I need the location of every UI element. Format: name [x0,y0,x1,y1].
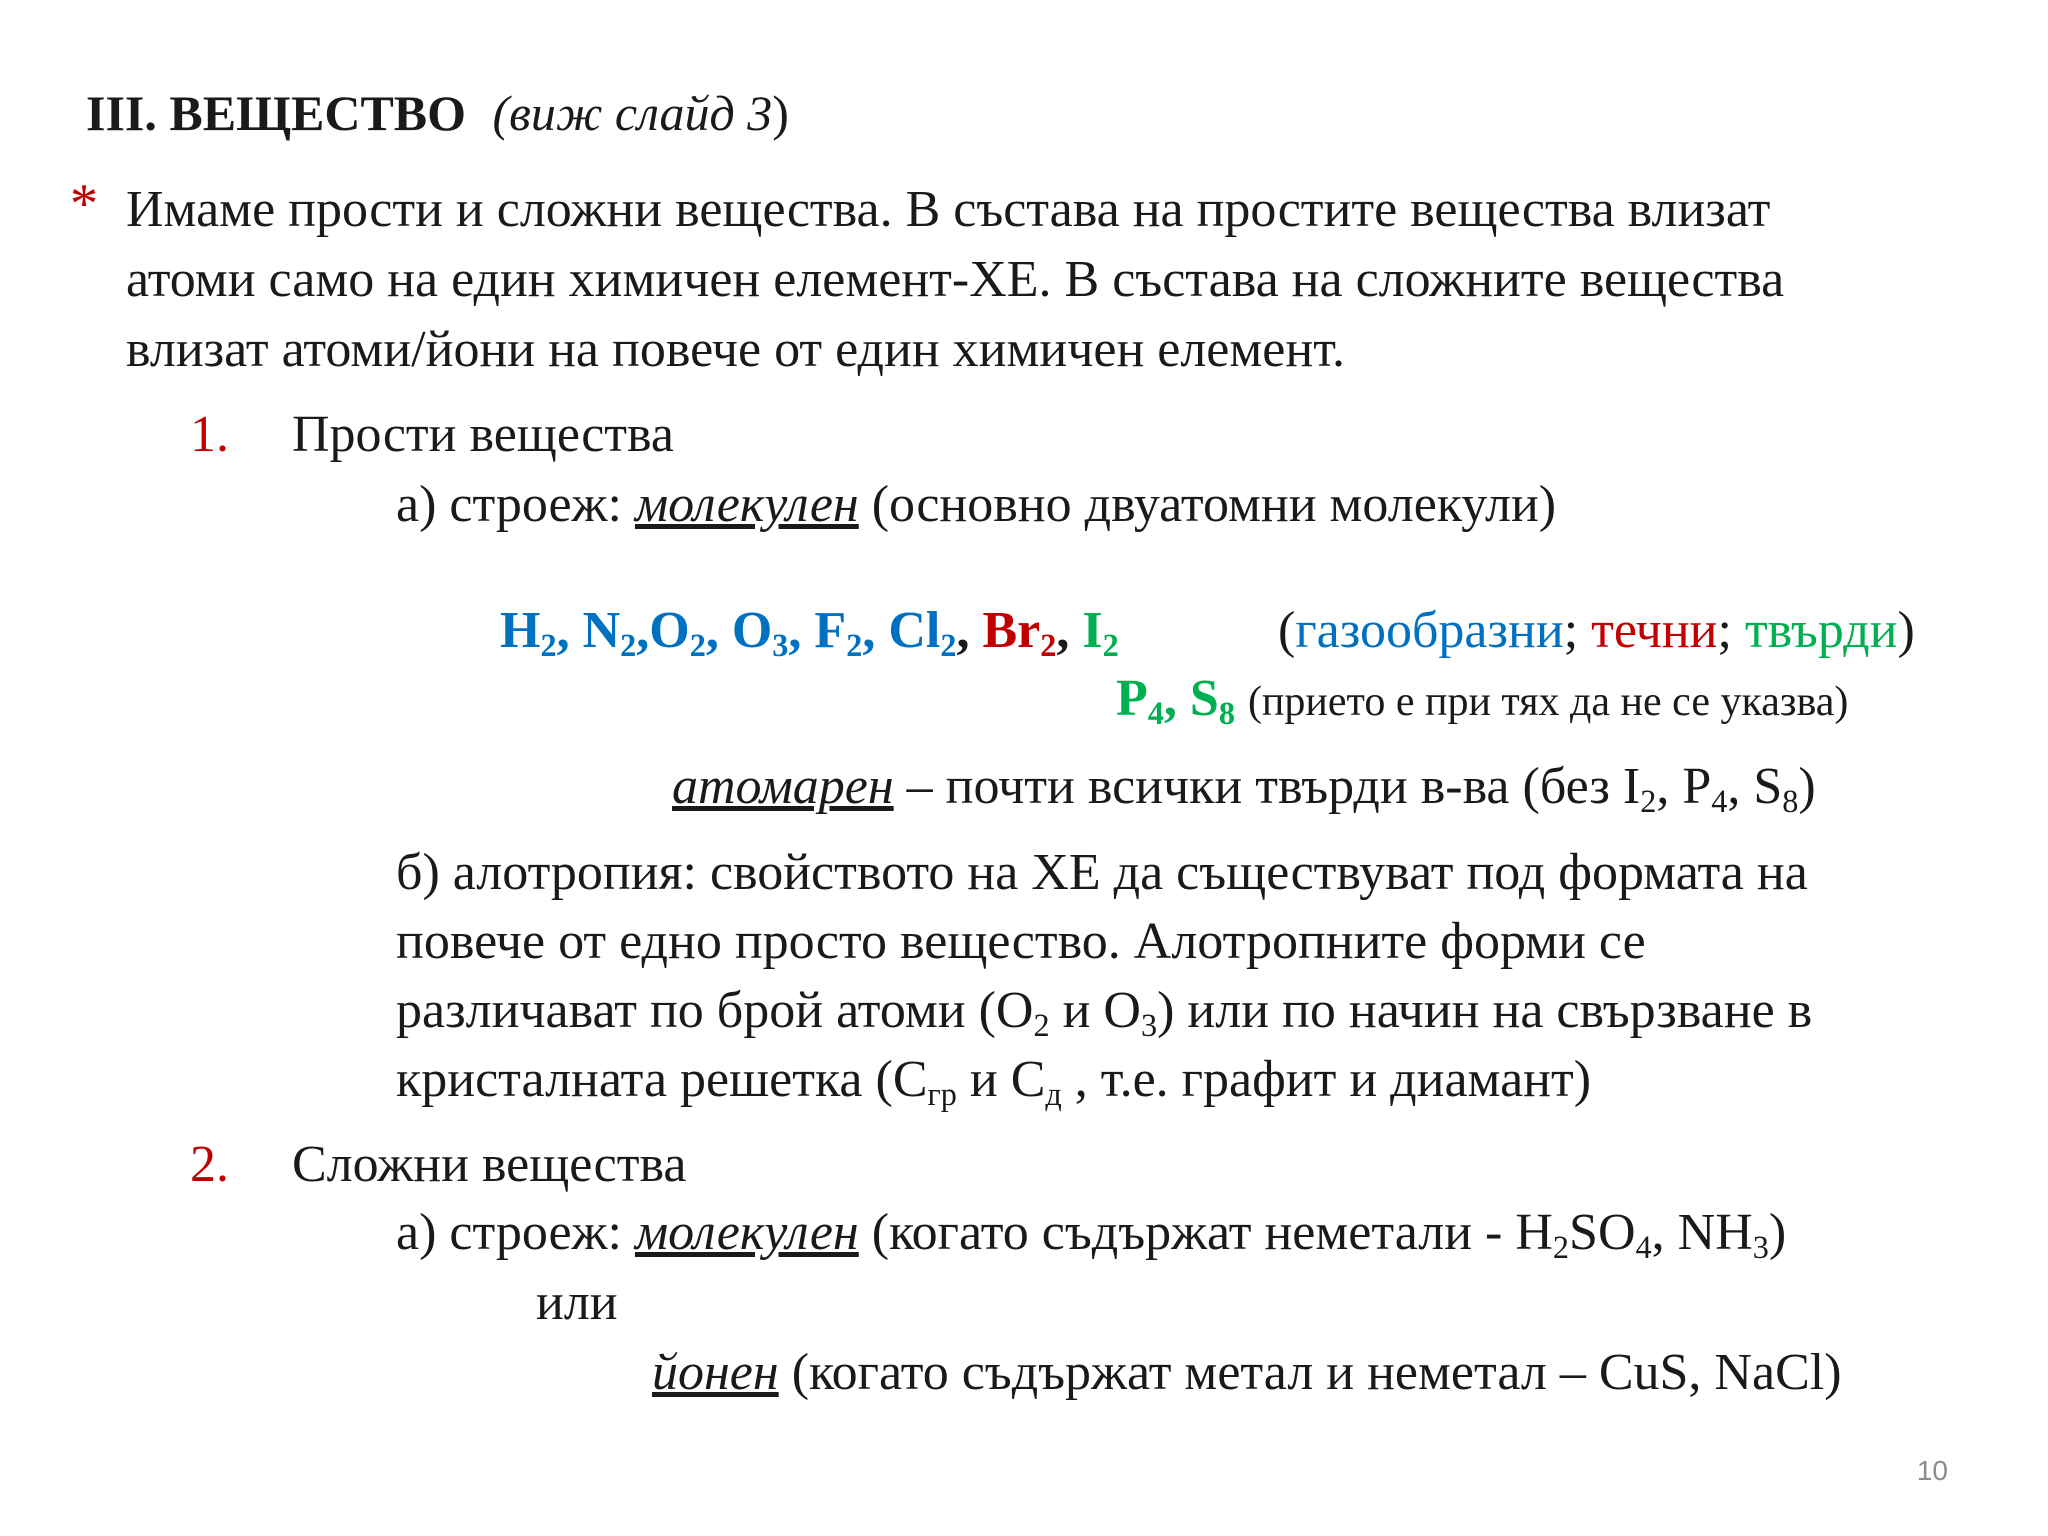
allotropy-line-3: различават по брой атоми ($O_2$ и $O_3$) или по начин на свързване в [396,982,1813,1044]
simple-formulas: $H_2$, $N_2,O_2$, $O_3$, $F_2$, $Cl_2$, $Br_2$, $I_2$ [500,602,1119,664]
title-close: ) [772,85,789,141]
section1-structure [396,470,1556,540]
section2-or: или [536,1274,618,1331]
page-number: 10 [1916,1455,1948,1486]
page-title [86,84,789,142]
atomic-structure: атомарен – почти всички твърди в-ва (без $I_2$, $P_4$, $S_8$) [672,758,1816,820]
formula-liquid: $Br_2$ [982,602,1057,664]
allotropy-line-2: повече от едно просто вещество. Алотропните форми се [396,913,1646,970]
state-gas: газообразни [1295,602,1564,659]
intro-line-2: атоми само на един химичен елемент-ХЕ. В състава на сложните вещества [126,251,1785,308]
intro-line-1: Имаме прости и сложни вещества. В състава на простите вещества влизат [126,181,1771,238]
structure-prefix: а) строеж: [396,476,635,533]
formula-solid: $I_2$ [1082,602,1119,664]
bullet-marker: * [70,173,98,235]
state-solid: твърди [1744,602,1898,659]
title-note: (виж слайд 3 [492,85,773,141]
formulas-gaseous: $H_2$, $N_2,O_2$, $O_3$, $F_2$, $Cl_2$ [500,602,957,664]
section1-number: 1. [190,406,229,463]
structure-term-molecular: молекулен [634,476,859,533]
formula-p4-s8: $P_4$, $S_8$ [1116,670,1235,732]
section2-structure: а) строеж: молекулен (когато съдържат неметали - $H_2SO_4$, $NH_3$) [396,1204,1787,1266]
structure-term-atomic: атомарен [672,758,894,815]
allotropy-line-4: кристалната решетка ($C_{гр}$ и $C_д$ , т.е. графит и диамант) [396,1051,1592,1113]
state-liquid: течни [1591,602,1718,659]
structure-term-molecular-2: молекулен [634,1204,859,1261]
formulas-p-s [1116,664,1848,737]
section2-number: 2. [190,1136,229,1193]
allotropy-line-1: б) алотропия: свойството на ХЕ да съществуват под формата на [396,844,1808,901]
section1-heading: Прости вещества [292,406,674,463]
states-legend: (газообразни; течни; твърди) [1278,602,1915,659]
structure-rest: (основно двуатомни молекули) [858,476,1557,533]
ionic-structure: йонен (когато съдържат метал и неметал – CuS, NaCl) [652,1344,1842,1401]
formula-note: (прието е при тях да не се указва) [1247,679,1849,725]
structure-term-ionic: йонен [652,1344,779,1401]
title-main: III. ВЕЩЕСТВО [86,85,467,141]
intro-line-3: влизат атоми/йони на повече от един химичен елемент. [126,321,1346,378]
section2-heading: Сложни вещества [292,1136,687,1193]
